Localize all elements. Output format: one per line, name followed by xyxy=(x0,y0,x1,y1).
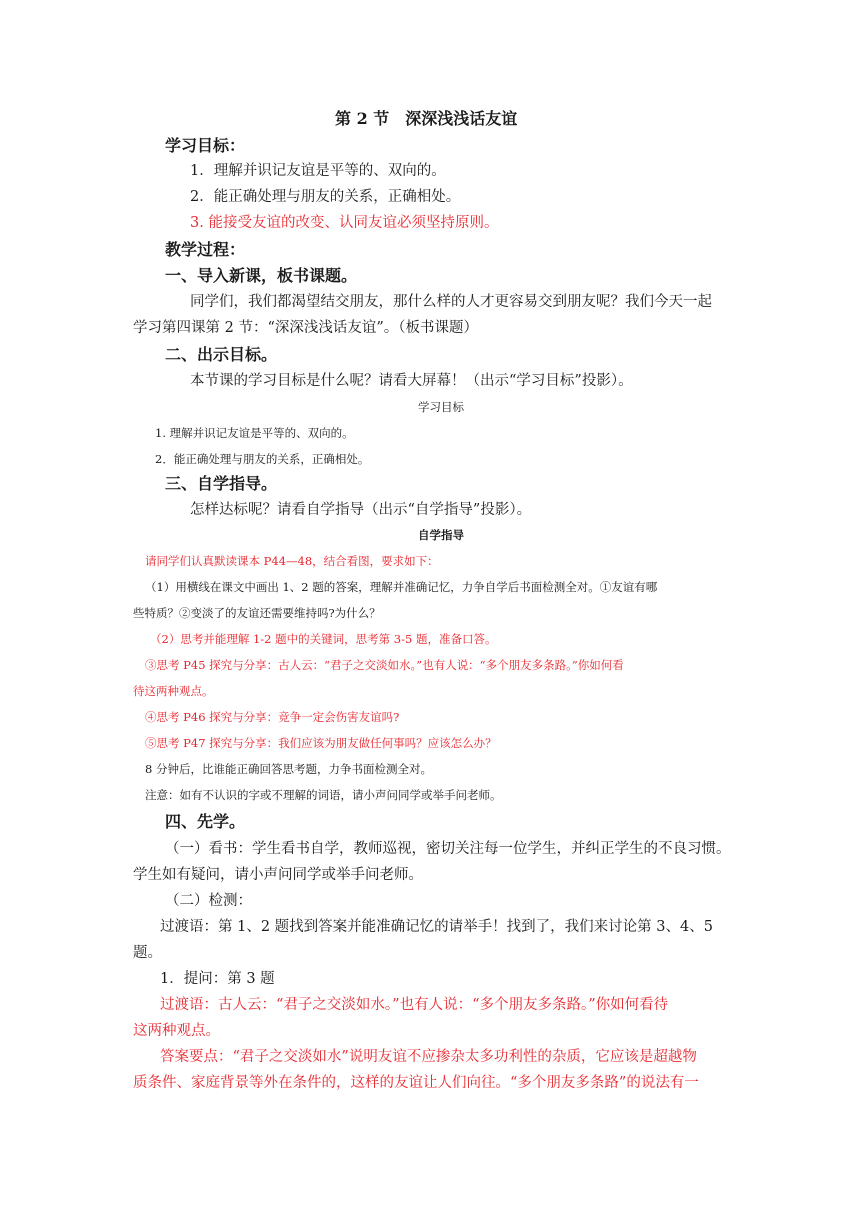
objectives-heading: 学习目标： xyxy=(165,136,246,155)
slide-line: 8 分钟后，比谁能正确回答思考题，力争书面检测全对。 xyxy=(145,762,432,776)
page-title: 第 2 节 深深浅浅话友谊 xyxy=(335,109,518,128)
section-heading: 三、自学指导。 xyxy=(165,474,278,493)
slide-item: 2．能正确处理与朋友的关系，正确相处。 xyxy=(155,452,370,466)
paragraph-line: 怎样达标呢？请看自学指导（出示“自学指导”投影）。 xyxy=(190,502,532,518)
slide-line: （2）思考并能理解 1-2 题中的关键词，思考第 3-5 题，准备口答。 xyxy=(150,632,497,646)
paragraph-line: 学习第四课第 2 节：“深深浅浅话友谊”。（板书课题） xyxy=(133,320,479,336)
paragraph-line: （二）检测： xyxy=(165,893,252,909)
objective-item: 2．能正确处理与朋友的关系，正确相处。 xyxy=(190,189,461,205)
section-heading: 四、先学。 xyxy=(165,812,246,831)
section-heading: 一、导入新课，板书课题。 xyxy=(165,266,358,285)
slide-title: 学习目标 xyxy=(418,400,464,414)
slide-line: ④思考 P46 探究与分享：竞争一定会伤害友谊吗? xyxy=(145,710,400,724)
paragraph-line: 本节课的学习目标是什么呢？请看大屏幕！（出示“学习目标”投影）。 xyxy=(190,373,633,389)
slide-line: 请同学们认真默读课本 P44—48，结合看图，要求如下： xyxy=(145,554,439,568)
paragraph-line: 学生如有疑问，请小声问同学或举手问老师。 xyxy=(133,867,423,883)
slide-line: （1）用横线在课文中画出 1、2 题的答案，理解并准确记忆，力争自学后书面检测全对。①友谊有哪 xyxy=(145,580,658,594)
paragraph-line: 答案要点：“君子之交淡如水”说明友谊不应掺杂太多功利性的杂质，它应该是超越物 xyxy=(160,1049,697,1065)
paragraph-line: （一）看书：学生看书自学，教师巡视，密切关注每一位学生，并纠正学生的不良习惯。 xyxy=(165,841,731,857)
slide-line: ⑤思考 P47 探究与分享：我们应该为朋友做任何事吗？应该怎么办？ xyxy=(145,736,497,750)
slide-title: 自学指导 xyxy=(418,528,464,542)
paragraph-line: 同学们，我们都渴望结交朋友，那什么样的人才更容易交到朋友呢？我们今天一起 xyxy=(190,294,712,310)
slide-line: 待这两种观点。 xyxy=(133,684,214,698)
paragraph-line: 题。 xyxy=(133,945,162,961)
paragraph-line: 过渡语：古人云：“君子之交淡如水。”也有人说：“多个朋友多条路。”你如何看待 xyxy=(160,997,669,1013)
paragraph-line: 这两种观点。 xyxy=(133,1023,220,1039)
slide-item: 1. 理解并识记友谊是平等的、双向的。 xyxy=(155,426,354,440)
slide-line: 些特质？②变淡了的友谊还需要维持吗?为什么？ xyxy=(133,606,381,620)
paragraph-line: 质条件、家庭背景等外在条件的，这样的友谊让人们向往。“多个朋友多条路”的说法有一 xyxy=(133,1075,699,1091)
objective-item: 3. 能接受友谊的改变、认同友谊必须坚持原则。 xyxy=(190,215,499,231)
slide-line: 注意：如有不认识的字或不理解的词语，请小声问同学或举手问老师。 xyxy=(145,788,502,802)
section-heading: 二、出示目标。 xyxy=(165,345,278,364)
slide-line: ③思考 P45 探究与分享：古人云：“君子之交淡如水。”也有人说：“多个朋友多条路。”你如何看 xyxy=(145,658,624,672)
objective-item: 1．理解并识记友谊是平等的、双向的。 xyxy=(190,163,446,179)
process-heading: 教学过程： xyxy=(165,240,246,259)
paragraph-line: 过渡语：第 1、2 题找到答案并能准确记忆的请举手！找到了，我们来讨论第 3、4、5 xyxy=(160,919,713,935)
paragraph-line: 1．提问：第 3 题 xyxy=(160,971,275,987)
